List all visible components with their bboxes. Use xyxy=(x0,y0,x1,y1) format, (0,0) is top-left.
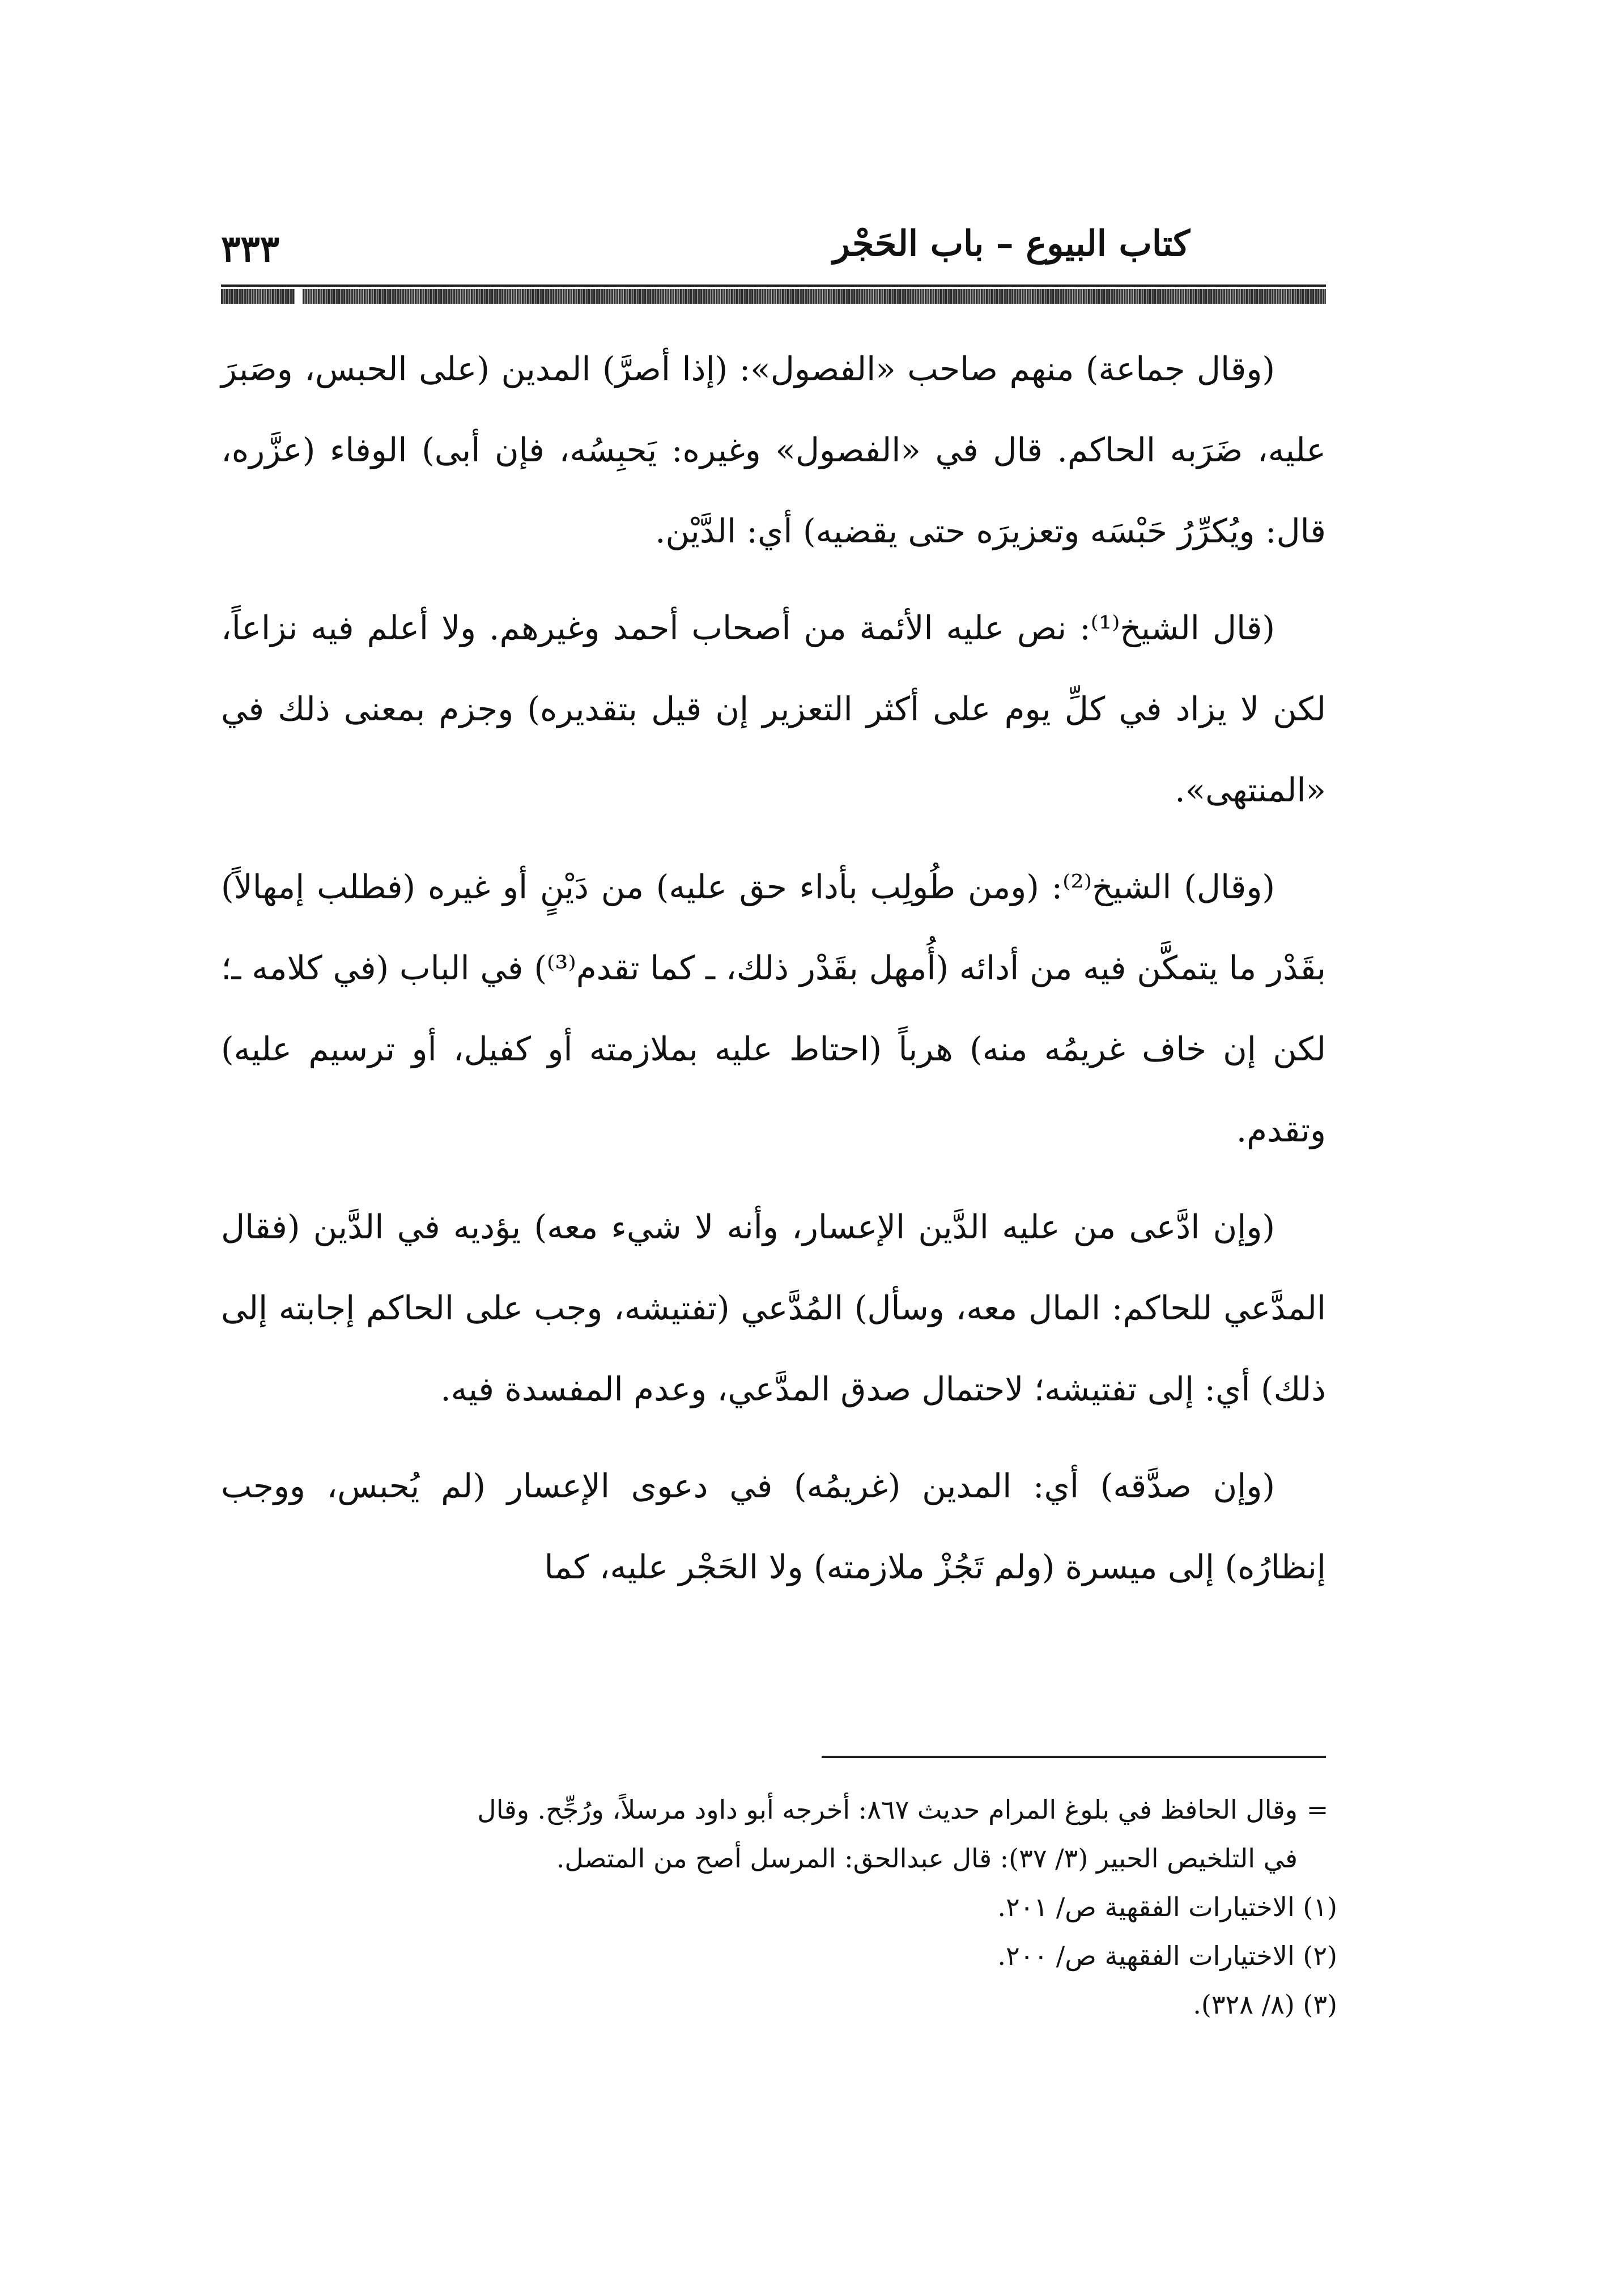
paragraph: (وقال جماعة) منهم صاحب «الفصول»: (إذا أصرَّ) المدين (على الحبس، وصَبرَ عليه، ضَرَبه الحاكم. قال في «الفصول» وغيره: يَحبِسُه، فإن أبى) الوفاء (عزَّره، قال: ويُكرِّرُ حَبْسَه وتعزيرَه حتى يقضيه) أي: الدَّيْن. xyxy=(221,350,1326,550)
paragraph: (قال الشيخ⁽¹⁾: نص عليه الأئمة من أصحاب أحمد وغيرهم. ولا أعلم فيه نزاعاً، لكن لا يزاد في كلِّ يوم على أكثر التعزير إن قيل بتقديره) وجزم بمعنى ذلك في «المنتهى». xyxy=(221,609,1326,809)
paragraph: (وقال) الشيخ⁽²⁾: (ومن طُولِب بأداء حق عليه) من دَيْنٍ أو غيره (فطلب إمهالاً) بقَدْر ما يتمكَّن فيه من أدائه (أُمهل بقَدْر ذلك، ـ كما تقدم⁽³⁾) في الباب (في كلامه ـ؛ لكن إن خاف غريمُه منه) هرباً (احتاط عليه بملازمته أو كفيل، أو ترسيم عليه) وتقدم. xyxy=(221,868,1326,1149)
page-number: ٣٣٣ xyxy=(221,228,280,270)
footnote-1: (١) الاختيارات الفقهية ص/ ٢٠١. xyxy=(997,1892,1337,1922)
footnote-2: (٢) الاختيارات الفقهية ص/ ٢٠٠. xyxy=(997,1940,1337,1971)
running-title: كتاب البيوع – باب الحَجْر xyxy=(832,223,1190,264)
footnote-separator xyxy=(822,1756,1326,1758)
header-rule-gap xyxy=(295,289,303,304)
continuation-marker: = xyxy=(1306,1794,1329,1825)
main-text xyxy=(221,329,1326,1624)
footnote-continuation xyxy=(238,1785,1337,1834)
paragraph: (وإن صدَّقه) أي: المدين (غريمُه) في دعوى الإعسار (لم يُحبس، ووجب إنظارُه) إلى ميسرة (ولم تَجُزْ ملازمته) ولا الحَجْر عليه، كما xyxy=(221,1467,1326,1586)
footnote-continuation-line: في التلخيص الحبير (٣/ ٣٧): قال عبدالحق: المرسل أصح من المتصل. xyxy=(556,1843,1298,1874)
page-header xyxy=(221,215,1326,278)
footnote-3: (٣) (٨/ ٣٢٨). xyxy=(1193,1989,1337,2020)
paragraph: (وإن ادَّعى من عليه الدَّين الإعسار، وأنه لا شيء معه) يؤديه في الدَّين (فقال المدَّعي للحاكم: المال معه، وسأل) المُدَّعي (تفتيشه، وجب على الحاكم إجابته إلى ذلك) أي: إلى تفتيشه؛ لاحتمال صدق المدَّعي، وعدم المفسدة فيه. xyxy=(221,1208,1326,1408)
header-rule xyxy=(221,289,1326,304)
footnote-continuation-line: وقال الحافظ في بلوغ المرام حديث ٨٦٧: أخرجه أبو داود مرسلاً، ورُجِّح. وقال xyxy=(477,1794,1298,1825)
footnotes xyxy=(238,1785,1337,2029)
